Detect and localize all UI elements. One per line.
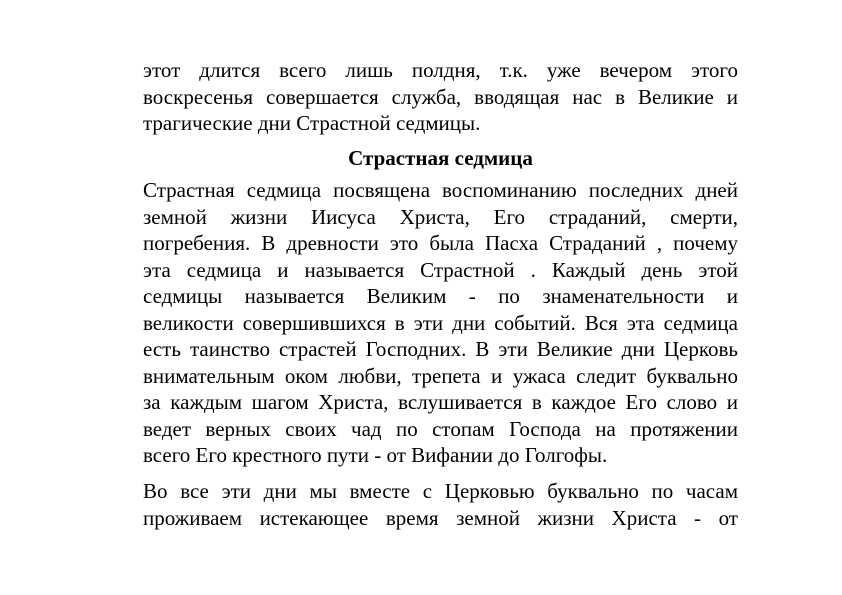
text-line: всего Его крестного пути - от Вифании до Голгофы. [143, 443, 608, 467]
text-line: погребения. В древности это была Пасха Страданий , почему [143, 231, 738, 255]
text-line: Во все эти дни мы вместе с Церковью буквально по часам [143, 479, 738, 503]
text-line: великости совершившихся в эти дни событий. Вся эта седмица [143, 310, 738, 335]
text-line: земной жизни Иисуса Христа, Его страданий, смерти, [143, 204, 738, 229]
text-line: седмицы называется Великим - по знаменательности и [143, 284, 738, 308]
section-heading: Страстная седмица [348, 146, 533, 170]
text-line: воскресенья совершается служба, вводящая нас в Великие и [143, 84, 738, 109]
text-line: этот длится всего лишь полдня, т.к. уже вечером этого [143, 58, 738, 82]
text-line: за каждым шагом Христа, вслушивается в каждое Его слово и [143, 390, 738, 414]
paragraph-holy-week [143, 177, 738, 469]
paragraph-intro [143, 57, 738, 137]
text-line: Страстная седмица посвящена воспоминанию последних дней [143, 178, 738, 202]
section-heading-block [143, 145, 738, 172]
text-line: трагические дни Страстной седмицы. [143, 111, 481, 135]
text-line: есть таинство страстей Господних. В эти Великие дни Церковь [143, 337, 738, 361]
paragraph-continuation [143, 478, 738, 531]
text-line: проживаем истекающее время земной жизни Христа - от [143, 505, 738, 530]
text-line: внимательным оком любви, трепета и ужаса следит буквально [143, 363, 738, 388]
text-line: эта седмица и называется Страстной . Каждый день этой [143, 257, 738, 282]
text-line: ведет верных своих чад по стопам Господа на протяжении [143, 416, 738, 441]
